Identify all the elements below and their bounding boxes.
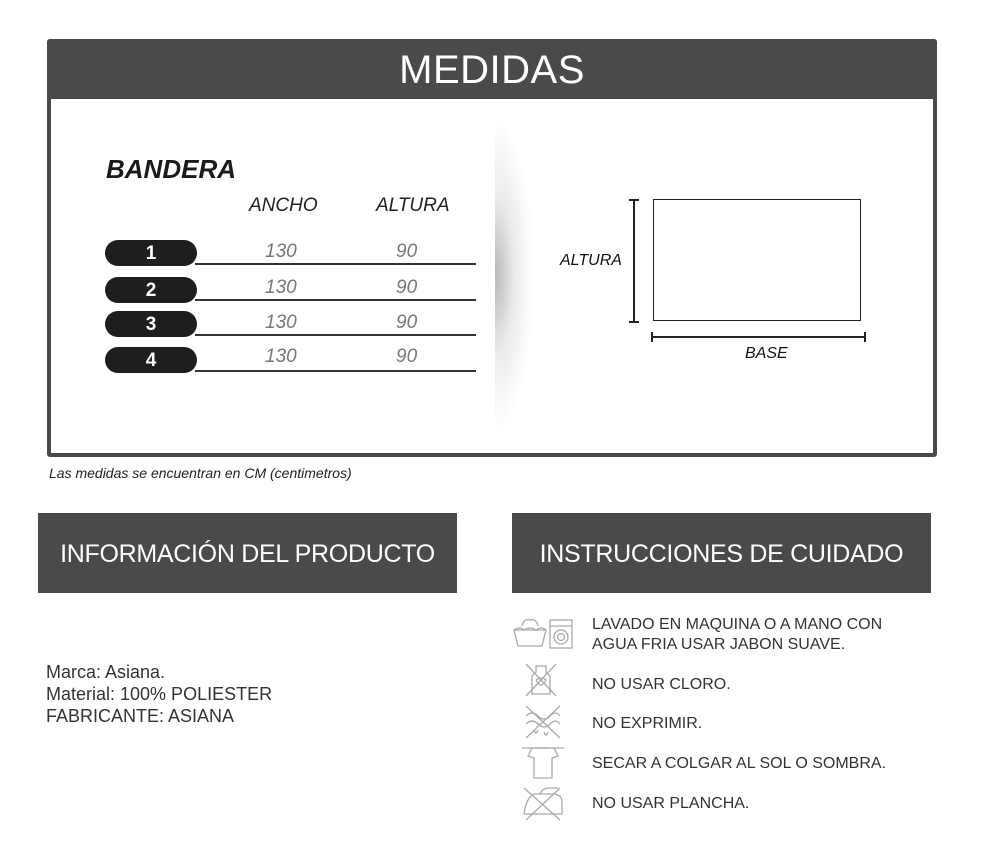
no-iron-icon: [512, 784, 574, 822]
row-divider: [195, 263, 476, 265]
base-tick-left: [651, 332, 653, 342]
care-title: INSTRUCCIONES DE CUIDADO: [512, 513, 931, 593]
care-text-no-bleach: NO USAR CLORO.: [592, 676, 731, 693]
cell-altura: 90: [396, 277, 418, 298]
washing-icon: [512, 614, 574, 652]
base-label: BASE: [745, 345, 788, 362]
row-label-pill: 1: [105, 240, 197, 266]
material-line: Material: 100% POLIESTER: [46, 684, 273, 704]
row-divider: [195, 299, 476, 301]
care-text-washing: LAVADO EN MAQUINA O A MANO CON AGUA FRIA USAR JABON SUAVE.: [592, 616, 883, 653]
table-title: BANDERA: [106, 154, 236, 184]
manufacturer-line: FABRICANTE: ASIANA: [46, 706, 235, 726]
base-dimension-line: [651, 336, 865, 338]
row-divider: [195, 334, 476, 336]
units-note: Las medidas se encuentran en CM (centimetros): [49, 465, 352, 481]
no-bleach-icon: [512, 660, 574, 698]
height-dimension-line: [633, 199, 635, 322]
cell-ancho: 130: [265, 241, 297, 262]
product-info-title: INFORMACIÓN DEL PRODUCTO: [38, 513, 457, 593]
measures-title: MEDIDAS: [47, 39, 937, 99]
care-text-no-iron: NO USAR PLANCHA.: [592, 795, 750, 812]
cell-altura: 90: [396, 346, 418, 367]
flag-outline-diagram: [653, 199, 861, 321]
height-tick-bottom: [629, 321, 639, 323]
row-label-pill: 4: [105, 347, 197, 373]
height-label: ALTURA: [560, 252, 622, 269]
row-label-pill: 2: [105, 277, 197, 303]
cell-ancho: 130: [265, 346, 297, 367]
height-tick-top: [629, 199, 639, 201]
cell-ancho: 130: [265, 312, 297, 333]
care-text-line-dry: SECAR A COLGAR AL SOL O SOMBRA.: [592, 755, 887, 772]
cell-ancho: 130: [265, 277, 297, 298]
care-text-no-wring: NO EXPRIMIR.: [592, 715, 703, 732]
base-tick-right: [864, 332, 866, 342]
line-dry-icon: [512, 742, 574, 780]
column-header-ancho: ANCHO: [249, 195, 318, 216]
cell-altura: 90: [396, 312, 418, 333]
brand-line: Marca: Asiana.: [46, 662, 166, 682]
panel-divider-shadow: [495, 115, 535, 435]
cell-altura: 90: [396, 241, 418, 262]
row-divider: [195, 370, 476, 372]
row-label-pill: 3: [105, 311, 197, 337]
column-header-altura: ALTURA: [376, 195, 450, 216]
no-wring-icon: [512, 702, 574, 740]
